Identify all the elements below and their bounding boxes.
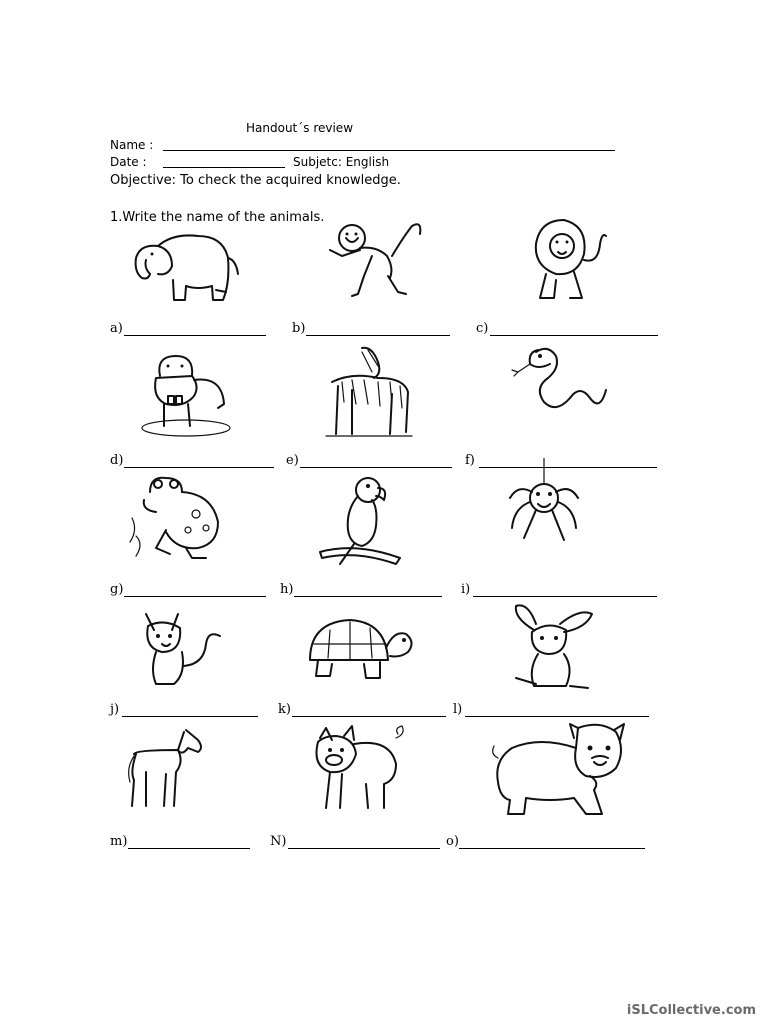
answer-line-m[interactable]	[128, 848, 250, 849]
answer-line-b[interactable]	[306, 335, 450, 336]
monkey-icon	[312, 216, 424, 302]
answer-line-n[interactable]	[288, 848, 440, 849]
zebra-icon	[322, 342, 414, 440]
answer-line-o[interactable]	[459, 848, 645, 849]
answer-label-a: a)	[110, 321, 123, 336]
answer-label-f: f)	[465, 453, 475, 468]
spider-icon	[502, 458, 586, 554]
hippo-icon	[138, 348, 236, 440]
name-label: Name :	[110, 138, 154, 152]
exercise-instruction: 1.Write the name of the animals.	[110, 210, 325, 225]
answer-line-h[interactable]	[294, 596, 442, 597]
answer-line-l[interactable]	[465, 716, 649, 717]
answer-label-e: e)	[286, 453, 299, 468]
snake-icon	[508, 342, 612, 422]
answer-label-o: o)	[446, 834, 459, 849]
pig-icon	[306, 718, 408, 812]
horse-icon	[126, 722, 208, 810]
lion-icon	[526, 214, 610, 304]
answer-line-g[interactable]	[124, 596, 266, 597]
subject-label: Subjetc: English	[293, 155, 390, 169]
date-answer-line[interactable]	[163, 167, 285, 168]
watermark: iSLCollective.com	[626, 1003, 756, 1018]
name-answer-line[interactable]	[163, 150, 615, 151]
page-title: Handout´s review	[246, 121, 354, 135]
rabbit-icon	[506, 598, 600, 694]
answer-label-n: N)	[270, 834, 287, 849]
elephant-icon	[128, 228, 244, 308]
parrot-icon	[316, 466, 404, 570]
answer-line-a[interactable]	[124, 335, 266, 336]
answer-line-k[interactable]	[292, 716, 446, 717]
objective-text: Objective: To check the acquired knowledge.	[110, 173, 401, 188]
answer-label-k: k)	[278, 702, 291, 717]
answer-line-i[interactable]	[473, 596, 657, 597]
answer-label-l: l)	[453, 702, 463, 717]
answer-label-g: g)	[110, 582, 124, 597]
answer-line-d[interactable]	[124, 467, 274, 468]
answer-label-b: b)	[292, 321, 306, 336]
frog-icon	[126, 470, 226, 564]
answer-label-j: j)	[110, 702, 120, 717]
answer-label-i: i)	[461, 582, 471, 597]
cat-icon	[134, 604, 226, 690]
turtle-icon	[300, 608, 418, 688]
bulldog-icon	[490, 718, 628, 822]
answer-line-j[interactable]	[122, 716, 258, 717]
answer-label-m: m)	[110, 834, 128, 849]
answer-label-c: c)	[476, 321, 489, 336]
answer-label-h: h)	[280, 582, 294, 597]
answer-line-c[interactable]	[490, 335, 658, 336]
date-label: Date :	[110, 155, 147, 169]
answer-label-d: d)	[110, 453, 124, 468]
